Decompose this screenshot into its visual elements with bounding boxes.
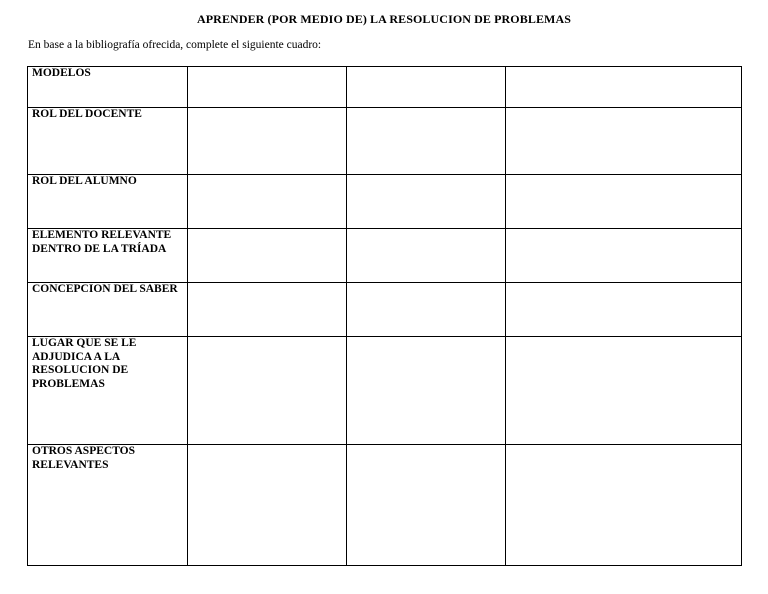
table-cell[interactable] [506,108,742,175]
table-cell[interactable] [347,67,506,108]
table-cell[interactable] [506,67,742,108]
page-title: APRENDER (POR MEDIO DE) LA RESOLUCION DE PROBLEMAS [196,12,572,26]
table-cell[interactable] [506,445,742,566]
comparison-table [27,66,742,566]
table-row-otros-aspectos [28,445,742,566]
row-label-otros-aspectos: OTROS ASPECTOS RELEVANTES [28,445,188,566]
table-cell[interactable] [188,283,347,337]
table-cell[interactable] [347,108,506,175]
table-cell[interactable] [347,175,506,229]
table-cell[interactable] [347,229,506,283]
row-label-concepcion-saber: CONCEPCION DEL SABER [28,283,188,337]
row-label-modelos: MODELOS [28,67,188,108]
table-row-lugar-resolucion [28,337,742,445]
table-cell[interactable] [506,229,742,283]
table-cell[interactable] [347,283,506,337]
table-cell[interactable] [188,67,347,108]
table-row-rol-alumno [28,175,742,229]
row-label-rol-alumno: ROL DEL ALUMNO [28,175,188,229]
table-cell[interactable] [188,445,347,566]
row-label-elemento-relevante: ELEMENTO RELEVANTE DENTRO DE LA TRÍADA [28,229,188,283]
table-cell[interactable] [506,337,742,445]
row-label-lugar-resolucion: LUGAR QUE SE LE ADJUDICA A LA RESOLUCION DE PROBLEMAS [28,337,188,445]
table-cell[interactable] [188,229,347,283]
table-cell[interactable] [506,175,742,229]
table-row-rol-docente [28,108,742,175]
row-label-rol-docente: ROL DEL DOCENTE [28,108,188,175]
table-cell[interactable] [188,108,347,175]
table-row-concepcion-saber [28,283,742,337]
table-cell[interactable] [188,337,347,445]
table-cell[interactable] [347,445,506,566]
table-cell[interactable] [506,283,742,337]
table-cell[interactable] [188,175,347,229]
instructions-text: En base a la bibliografía ofrecida, complete el siguiente cuadro: [28,39,322,51]
table-cell[interactable] [347,337,506,445]
table-row-modelos [28,67,742,108]
table-row-elemento-relevante [28,229,742,283]
